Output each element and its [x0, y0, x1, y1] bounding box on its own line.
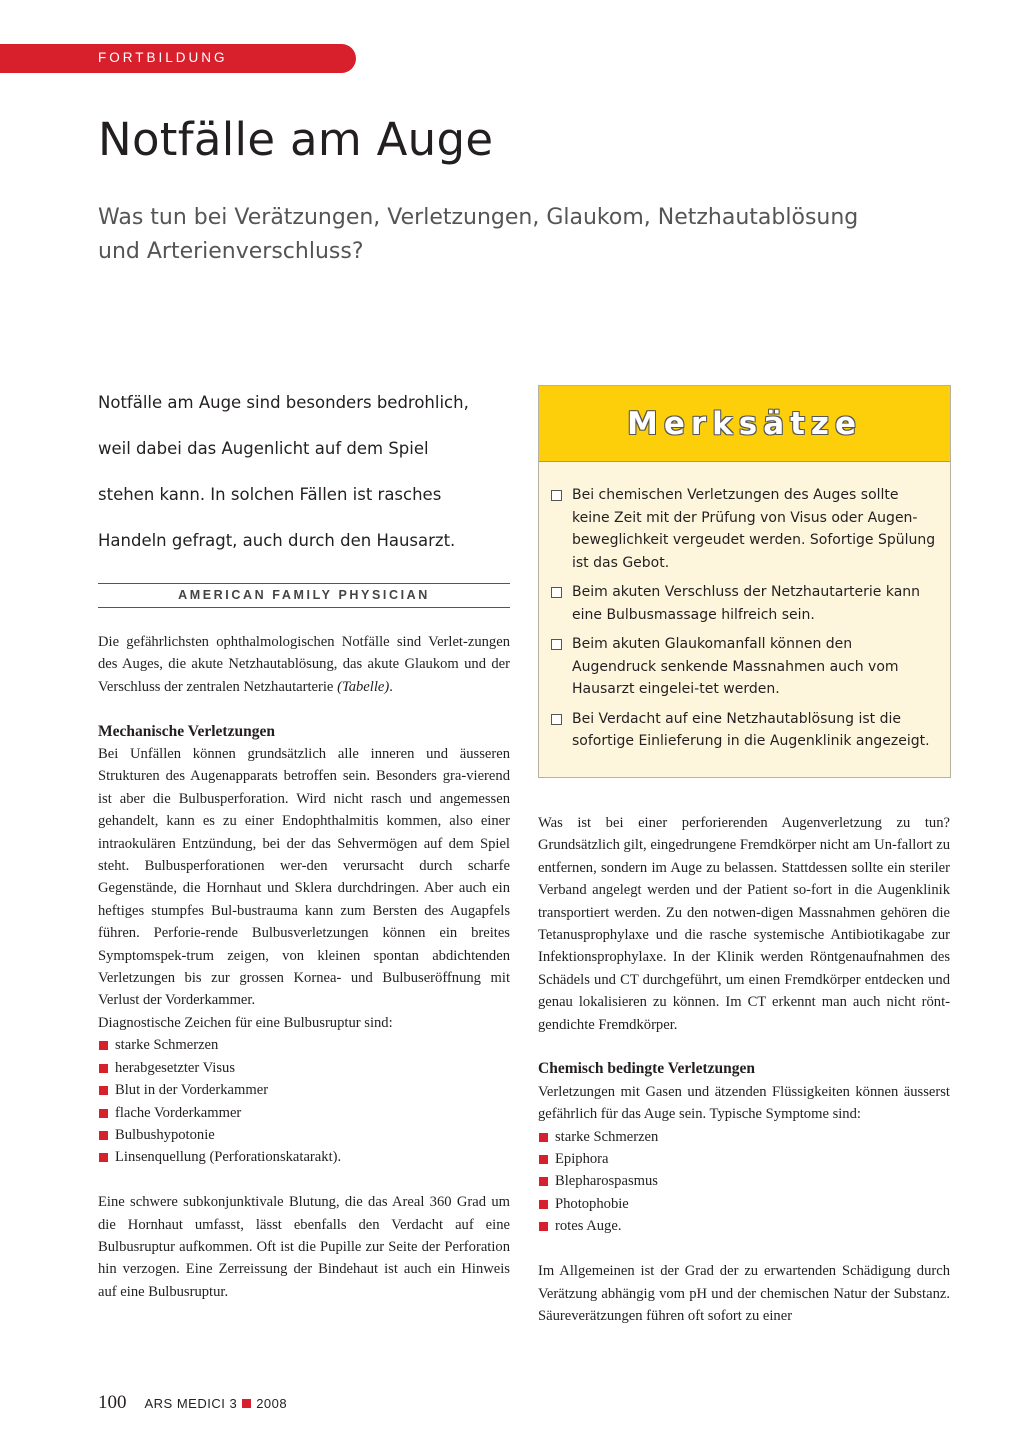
bullet-square-icon — [539, 1222, 548, 1231]
list-item — [98, 1124, 510, 1146]
merksaetze-item — [549, 484, 938, 574]
body-column-right — [538, 812, 950, 1327]
lead-text — [98, 380, 518, 564]
intro-end: . — [389, 678, 393, 695]
list-item-text: Bulbushypotonie — [115, 1126, 215, 1143]
list-item — [538, 1126, 950, 1148]
merksaetze-item-text: Bei Verdacht auf eine Netzhautablösung ist die sofortige Einlieferung in die Augenklinik angezeigt. — [572, 710, 930, 749]
bullet-square-icon — [99, 1041, 108, 1050]
list-item — [538, 1193, 950, 1215]
merksaetze-header — [539, 386, 950, 462]
journal-year: 2008 — [256, 1396, 288, 1411]
list-item — [538, 1170, 950, 1192]
list-item-text: herabgesetzter Visus — [115, 1059, 236, 1076]
lead-line: weil dabei das Augenlicht auf dem Spiel — [98, 439, 429, 458]
checkbox-icon — [551, 639, 562, 650]
bullet-square-icon — [99, 1064, 108, 1073]
lead-line: Notfälle am Auge sind besonders bedrohlich, — [98, 393, 469, 412]
intro-paragraph — [98, 631, 510, 698]
separator-square-icon — [242, 1399, 251, 1408]
merksaetze-item-text: Beim akuten Verschluss der Netzhautarterie kann eine Bulbusmassage hilfreich sein. — [572, 584, 921, 623]
section-label: FORTBILDUNG — [98, 50, 228, 65]
list-item — [98, 1146, 510, 1168]
list-item-text: Photophobie — [555, 1195, 629, 1212]
merksaetze-title: Merksätze — [626, 405, 863, 442]
lead-line: Handeln gefragt, auch durch den Hausarzt. — [98, 531, 456, 550]
list-item — [98, 1034, 510, 1056]
list-item — [538, 1148, 950, 1170]
list-item — [98, 1057, 510, 1079]
list-item-text: flache Vorderkammer — [115, 1104, 242, 1121]
merksaetze-item — [549, 633, 938, 701]
general-paragraph: Im Allgemeinen ist der Grad der zu erwartenden Schädigung durch Verätzung abhängig vom pH und der chemischen Natur der Substanz. Säureverätzungen führen oft sofort zu einer — [538, 1263, 950, 1324]
symptoms-list — [538, 1126, 950, 1238]
list-item-text: starke Schmerzen — [115, 1037, 219, 1054]
merksaetze-item — [549, 581, 938, 626]
signs-intro: Diagnostische Zeichen für eine Bulbusruptur sind: — [98, 1014, 393, 1031]
perforation-paragraph: Was ist bei einer perforierenden Augenverletzung zu tun? Grundsätzlich gilt, eingedrungene Fremdkörper nicht am Un-fallort zu entfernen, sondern im Auge zu belassen. Stattdessen sollte ein steriler Verband angelegt werden und der Patient so-fort in die Augenklinik transportiert werden. Zu den notwen-digen Massnahmen gehören die Tetanusprophylaxe und die rasche systemische Antibiotikagabe zur Infektionsprophylaxe. In der Klinik werden Röntgenaufnahmen des Schädels und CT durchgeführt, um einen Fremdkörper entdecken und genau lokalisieren zu können. Im CT erkennt man auch nicht rönt-gendichte Fremdkörper. — [538, 815, 950, 1033]
list-item — [98, 1102, 510, 1124]
merksaetze-item-text: Beim akuten Glaukomanfall können den Augendruck senkende Massnahmen auch vom Hausarzt eingelei-tet werden. — [572, 636, 899, 697]
bullet-square-icon — [99, 1109, 108, 1118]
mechanical-paragraph: Bei Unfällen können grundsätzlich alle inneren und äusseren Strukturen des Augenapparats betroffen sein. Besonders gra-vierend ist aber die Bulbusperforation. Wird nicht rasch und angemessen gehandelt, kann es zu einer Endophthalmitis kommen, also einer intraokulären Entzündung, bei der das Sehvermögen auf dem Spiel steht. Bulbusperforationen wer-den verursacht durch scharfe Gegenstände, die Hornhaut und Sklera durchdringen. Aber auch ein heftiges stumpfes Bul-bustrauma kann zum Bersten des Augapfels führen. Perforie-rende Bulbusverletzungen können ein breites Symptomspek-trum zeigen, von kleinen spontan abdichtenden Verletzungen bis zur grossen Kornea- und Bulbuseröffnung mit Verlust der Vorderkammer. — [98, 746, 510, 1009]
page-footer — [98, 1392, 287, 1416]
heading-mechanical-injuries: Mechanische Verletzungen — [98, 722, 275, 740]
checkbox-icon — [551, 714, 562, 725]
journal-issue — [145, 1396, 288, 1411]
heading-chemical-injuries: Chemisch bedingte Verletzungen — [538, 1060, 755, 1078]
list-item-text: Blut in der Vorderkammer — [115, 1082, 269, 1099]
merksaetze-item-text: Bei chemischen Verletzungen des Auges sollte keine Zeit mit der Prüfung von Visus oder Augen-beweglichkeit vergeudet werden. Sofortige Spülung ist das Gebot. — [572, 487, 936, 571]
list-item-text: Blepharospasmus — [555, 1173, 658, 1190]
list-item-text: starke Schmerzen — [555, 1128, 659, 1145]
checkbox-icon — [551, 587, 562, 598]
bullet-square-icon — [539, 1133, 548, 1142]
list-item — [98, 1079, 510, 1101]
bullet-square-icon — [99, 1153, 108, 1162]
chemical-paragraph: Verletzungen mit Gasen und ätzenden Flüssigkeiten können äusserst gefährlich für das Auge sein. Typische Symptome sind: — [538, 1083, 950, 1123]
bullet-square-icon — [539, 1200, 548, 1209]
intro-text: Die gefährlichsten ophthalmologischen Notfälle sind Verlet-zungen des Auges, die akute Netzhautablösung, das akute Glaukom und der Verschluss der zentralen Netzhautarterie — [98, 634, 510, 695]
source-credit: AMERICAN FAMILY PHYSICIAN — [98, 583, 510, 608]
list-item-text: Epiphora — [555, 1151, 609, 1168]
list-item — [538, 1215, 950, 1237]
table-reference: (Tabelle) — [337, 678, 390, 695]
merksaetze-list — [539, 484, 950, 753]
merksaetze-item — [549, 708, 938, 753]
list-item-text: rotes Auge. — [555, 1218, 622, 1235]
page-number: 100 — [98, 1392, 127, 1413]
body-column-left — [98, 631, 510, 1303]
bullet-square-icon — [539, 1177, 548, 1186]
article-subtitle: Was tun bei Verätzungen, Verletzungen, Glaukom, Netzhautablösung und Arterienverschluss? — [98, 205, 859, 264]
merksaetze-box — [538, 385, 951, 778]
bleeding-paragraph: Eine schwere subkonjunktivale Blutung, die das Areal 360 Grad um die Hornhaut umfasst, lässt ebenfalls den Verdacht auf eine Bulbusruptur aufkommen. Oft ist die Pupille zur Seite der Perforation hin verzogen. Eine Zerreissung der Bindehaut ist auch ein Hinweis auf eine Bulbusruptur. — [98, 1194, 510, 1300]
checkbox-icon — [551, 490, 562, 501]
article-title: Notfälle am Auge — [98, 113, 494, 166]
bullet-square-icon — [99, 1086, 108, 1095]
bullet-square-icon — [539, 1155, 548, 1164]
section-banner — [0, 44, 356, 73]
journal-name: ARS MEDICI 3 — [144, 1396, 238, 1411]
bullet-square-icon — [99, 1131, 108, 1140]
list-item-text: Linsenquellung (Perforationskatarakt). — [115, 1149, 342, 1166]
lead-line: stehen kann. In solchen Fällen ist rasches — [98, 485, 442, 504]
signs-list — [98, 1034, 510, 1168]
